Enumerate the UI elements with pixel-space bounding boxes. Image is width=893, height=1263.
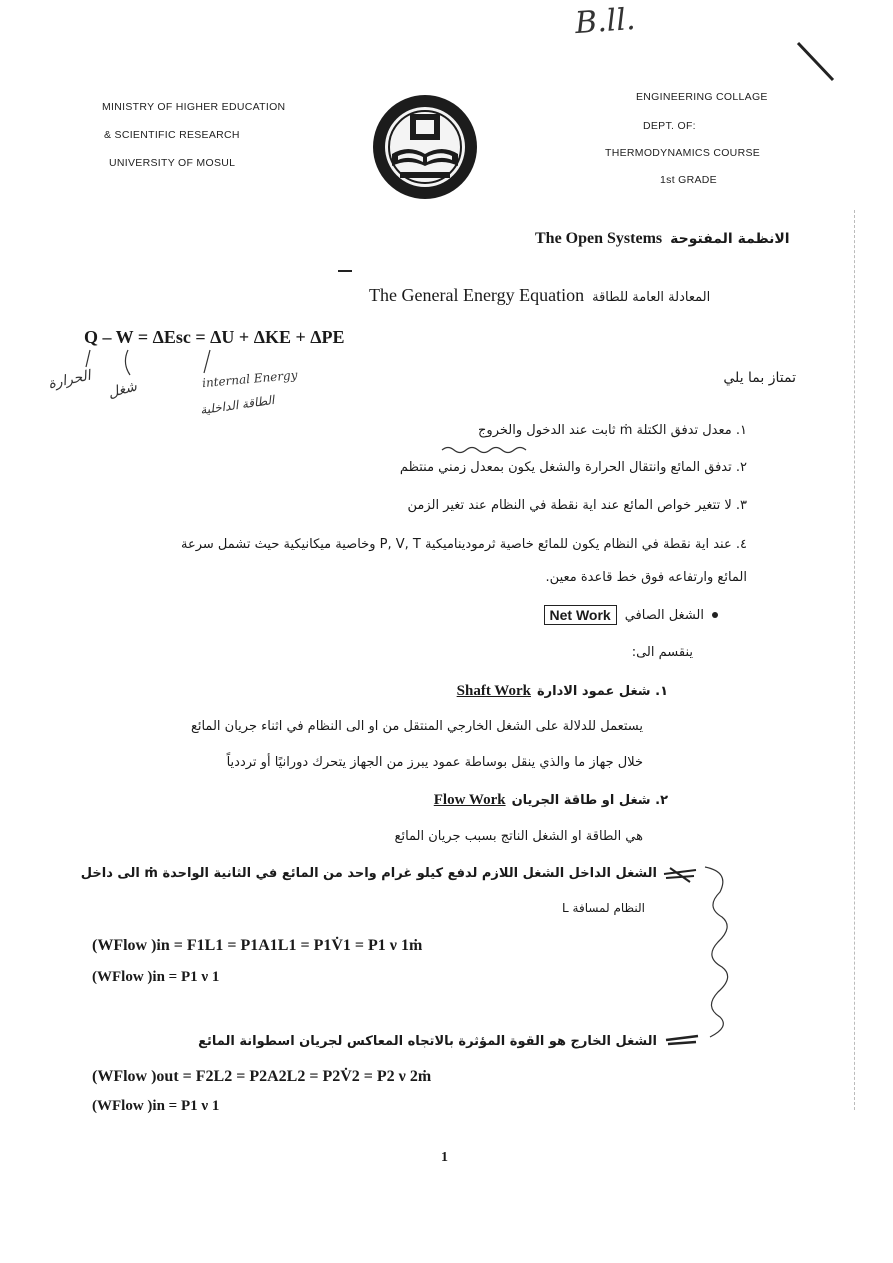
- star-mark-out-icon: [662, 1030, 702, 1054]
- shaft-work-heading-en: Shaft Work: [456, 683, 531, 699]
- flow-out-equation-2: (WFlow )in = P1 ν 1: [92, 1098, 220, 1114]
- header-university: UNIVERSITY OF MOSUL: [109, 157, 236, 169]
- note-internal-ar: الطاقة الداخلية: [199, 392, 276, 418]
- feature-item-3: ٣. لا تتغير خواص المائع عند اية نقطة في النظام عند تغير الزمن: [407, 498, 747, 513]
- note-internal-en: internal Energy: [201, 367, 298, 391]
- shaft-work-heading-ar: ١. شغل عمود الادارة: [536, 684, 668, 699]
- flow-in-text-2: النظام لمسافة L: [562, 901, 645, 915]
- shaft-work-heading: [457, 683, 668, 700]
- note-heat: الحرارة: [46, 367, 93, 393]
- feature-item-1: ١. معدل تدفق الكتلة ṁ ثابت عند الدخول والخروج: [478, 423, 747, 438]
- shaft-work-line-1: يستعمل للدلالة على الشغل الخارجي المنتقل من او الى النظام في اثناء جريان المائع: [190, 719, 643, 734]
- header-college: ENGINEERING COLLAGE: [636, 91, 768, 103]
- page-number: 1: [441, 1150, 448, 1165]
- flow-in-text-1: الشغل الداخل الشغل اللازم لدفع كيلو غرام واحد من المائع في الثانية الواحدة ṁ الى داخل: [80, 866, 657, 881]
- net-work-bullet: [544, 605, 718, 625]
- wavy-underline: [440, 441, 530, 460]
- dash-mark: [338, 270, 352, 272]
- flow-work-heading-ar: ٢. شغل او طاقة الجريان: [511, 793, 668, 808]
- header-course: THERMODYNAMICS COURSE: [605, 147, 761, 159]
- note-work: شغل: [106, 378, 139, 402]
- university-seal-logo: [370, 92, 480, 202]
- net-work-boxed-label: Net Work: [544, 605, 617, 625]
- header-scientific-research: & SCIENTIFIC RESEARCH: [104, 129, 240, 141]
- section-subtitle: [369, 285, 710, 306]
- net-work-arabic: الشغل الصافي: [624, 607, 704, 623]
- flow-work-heading: [434, 792, 668, 809]
- header-dept: DEPT. OF:: [643, 120, 696, 132]
- shaft-work-line-2: خلال جهاز ما والذي ينقل بوساطة عمود يبرز من الجهاز يتحرك دورانيًا أو ترددياً: [226, 755, 643, 770]
- scan-edge-line: [854, 210, 856, 1110]
- flow-in-equation-2: (WFlow )in = P1 ν 1: [92, 969, 220, 985]
- page-title: [535, 230, 790, 248]
- flow-in-equation-1: (WFlow )in = F1L1 = P1A1L1 = P1V̇1 = P1 ν 1ṁ: [92, 937, 423, 954]
- feature-item-4-continued: المائع وارتفاعه فوق خط قاعدة معين.: [545, 570, 747, 585]
- subtitle-english: The General Energy Equation: [369, 285, 585, 305]
- bullet-dot-icon: [712, 612, 718, 618]
- title-arabic: الانظمة المفتوحة: [670, 231, 790, 247]
- pen-stroke-mark: [795, 40, 840, 89]
- title-english: The Open Systems: [535, 230, 663, 247]
- flow-out-text: الشغل الخارج هو القوة المؤثرة بالاتجاه المعاكس لجريان اسطوانة المائع: [198, 1034, 657, 1049]
- feature-item-2: ٢. تدفق المائع وانتقال الحرارة والشغل يكون بمعدل زمني منتظم: [399, 460, 747, 475]
- flow-out-equation-1: (WFlow )out = F2L2 = P2A2L2 = P2V̇2 = P2 ν 2ṁ: [92, 1068, 432, 1085]
- feature-item-4: ٤. عند اية نقطة في النظام يكون للمائع خاصية ثرموديناميكية P, V, T وخاصية ميكانيكية حيث تشمل سرعة: [181, 537, 747, 552]
- brace-annotation: [700, 862, 740, 1046]
- subtitle-arabic: المعادلة العامة للطاقة: [592, 290, 711, 305]
- main-energy-equation: Q – W = ΔEsc = ΔU + ΔKE + ΔPE: [84, 327, 345, 347]
- divides-into: ينقسم الى:: [631, 645, 693, 660]
- header-grade: 1st GRADE: [660, 174, 717, 186]
- signature: B.ll.: [573, 1, 637, 42]
- flow-work-heading-en: Flow Work: [433, 792, 506, 808]
- flow-work-definition: هي الطاقة او الشغل الناتج بسبب جريان المائع: [394, 829, 643, 844]
- features-intro: تمتاز بما يلي: [723, 370, 796, 386]
- star-mark-icon: [660, 862, 700, 890]
- header-ministry: MINISTRY OF HIGHER EDUCATION: [102, 101, 286, 113]
